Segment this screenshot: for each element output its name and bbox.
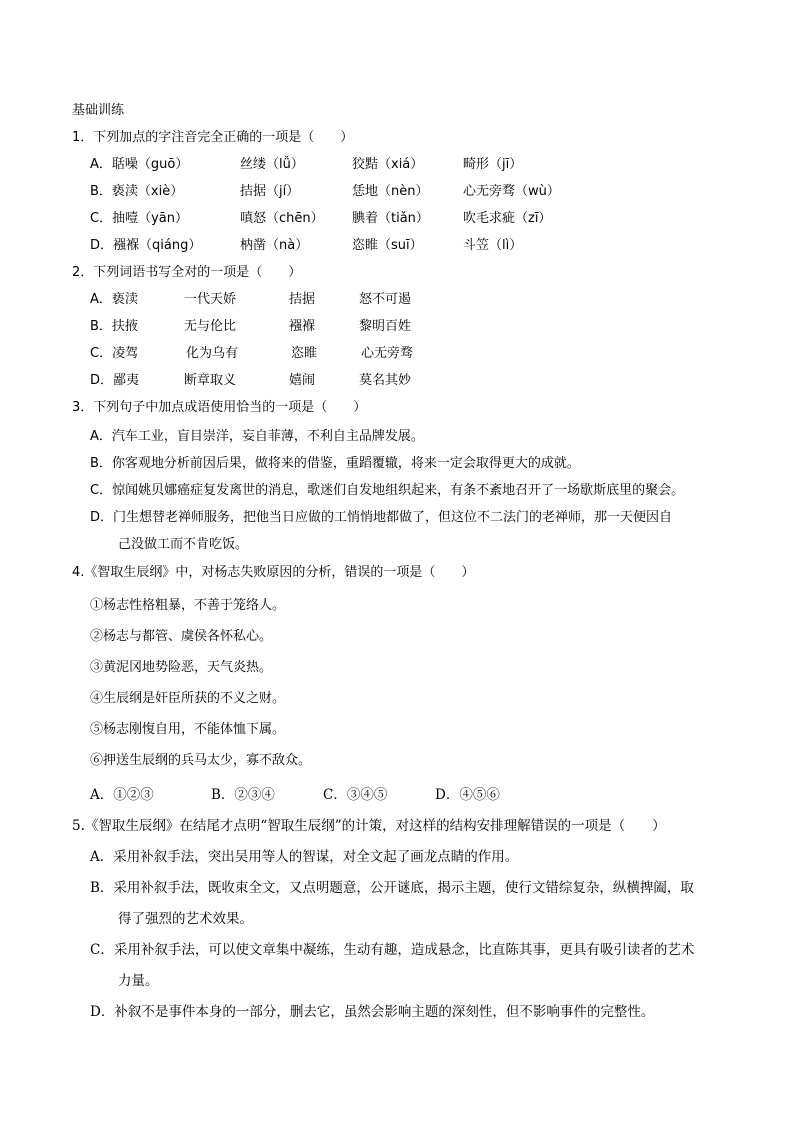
- q1-option-d-word2: 枘凿（nà）: [240, 238, 309, 253]
- q5-option-d: D．补叙不是事件本身的一部分，删去它，虽然会影响主题的深刻性，但不影响事件的完整性。: [90, 1004, 655, 1020]
- q4-option-d: D．④⑤⑥: [435, 787, 500, 803]
- q2-option-b: B．扶掖: [90, 319, 138, 334]
- q4-item-6: ⑥押送生辰纲的兵马太少，寡不敌众。: [90, 753, 312, 768]
- q2-option-b-word2: 无与伦比: [184, 319, 237, 334]
- q1-option-c-word4: 吹毛求疵（zī）: [463, 211, 552, 226]
- q3-option-c: C．惊闻姚贝娜癌症复发离世的消息，歌迷们自发地组织起来，有条不紊地召开了一场歇斯底里的聚会。: [90, 483, 685, 498]
- q2-option-d-word4: 莫名其妙: [359, 373, 412, 388]
- q4-item-4: ④生辰纲是奸臣所获的不义之财。: [90, 691, 286, 706]
- q3-option-d: D．门生想替老禅师服务，把他当日应做的工悄悄地都做了，但这位不二法门的老禅师，那一天便因自: [90, 510, 673, 525]
- q4-option-c: C．③④⑤: [323, 787, 388, 803]
- q5-option-a: A．采用补叙手法，突出吴用等人的智谋，对全文起了画龙点睛的作用。: [90, 849, 519, 865]
- q3-stem: 3．下列句子中加点成语使用恰当的一项是（ ）: [72, 400, 367, 415]
- q5-option-c-continued: 力量。: [118, 973, 159, 989]
- q1-option-a-word3: 狡黠（xiá）: [352, 157, 424, 172]
- q4-item-3: ③黄泥冈地势险恶，天气炎热。: [90, 660, 273, 675]
- q4-item-5: ⑤杨志刚愎自用，不能体恤下属。: [90, 722, 286, 737]
- q5-stem: 5.《智取生辰纲》在结尾才点明“智取生辰纲”的计策，对这样的结构安排理解错误的一项是（ ）: [72, 818, 666, 834]
- q3-option-b: B．你客观地分析前因后果，做将来的借鉴，重蹈覆辙，将来一定会取得更大的成就。: [90, 456, 580, 471]
- q2-option-d: D．鄙夷: [90, 373, 140, 388]
- q4-stem: 4.《智取生辰纲》中，对杨志失败原因的分析，错误的一项是（ ）: [72, 565, 475, 580]
- q5-option-b: B．采用补叙手法，既收束全文，又点明题意，公开谜底，揭示主题，使行文错综复杂，纵横捭阖，取: [90, 880, 694, 896]
- q5-option-b-continued: 得了强烈的艺术效果。: [118, 911, 253, 927]
- q1-option-d-word4: 斗笠（lì）: [463, 238, 523, 253]
- q2-option-a-word4: 怒不可遏: [359, 292, 412, 307]
- q2-option-c: C．凌驾: [90, 346, 139, 361]
- q5-option-c: C．采用补叙手法，可以使文章集中凝练，生动有趣，造成悬念，比直陈其事，更具有吸引读者的艺术: [90, 942, 695, 958]
- q1-option-a: A．聒噪（guō）: [90, 157, 189, 172]
- q1-option-c-word2: 嗔怒（chēn）: [240, 211, 324, 226]
- q1-option-b-word4: 心无旁骛（wù）: [463, 184, 560, 199]
- q2-stem: 2．下列词语书写全对的一项是（ ）: [72, 265, 302, 280]
- section-title: 基础训练: [72, 103, 125, 118]
- q2-option-d-word3: 嬉闹: [289, 373, 316, 388]
- q2-option-a-word3: 拮据: [289, 292, 316, 307]
- q3-option-d-continued: 己没做工而不肯吃饭。: [118, 537, 249, 552]
- q3-option-a: A．汽车工业，盲目崇洋，妄自菲薄，不利自主品牌发展。: [90, 429, 424, 444]
- q4-option-b: B．②③④: [211, 787, 275, 803]
- q4-item-2: ②杨志与都管、虞侯各怀私心。: [90, 629, 273, 644]
- q1-option-c-word3: 腆着（tiǎn）: [352, 211, 429, 226]
- q2-option-c-word3: 恣睢: [291, 346, 318, 361]
- q2-option-b-word3: 襁褓: [289, 319, 316, 334]
- q1-option-b-word2: 拮据（jí）: [240, 184, 300, 199]
- q1-option-a-word2: 丝缕（lǚ）: [240, 157, 304, 172]
- q4-item-1: ①杨志性格粗暴，不善于笼络人。: [90, 598, 286, 613]
- q1-option-c: C．抽噎（yān）: [90, 211, 188, 226]
- q2-option-c-word2: 化为乌有: [186, 346, 239, 361]
- q1-option-b: B．亵渎（xiè）: [90, 184, 184, 199]
- q4-option-a: A．①②③: [90, 787, 154, 803]
- q1-option-a-word4: 畸形（jī）: [463, 157, 523, 172]
- q1-option-b-word3: 恁地（nèn）: [352, 184, 429, 199]
- q1-option-d: D．襁褓（qiáng）: [90, 238, 202, 253]
- q2-option-b-word4: 黎明百姓: [359, 319, 412, 334]
- q2-option-d-word2: 断章取义: [184, 373, 237, 388]
- q2-option-c-word4: 心无旁骛: [361, 346, 414, 361]
- q2-option-a: A．亵渎: [90, 292, 138, 307]
- q1-stem: 1．下列加点的字注音完全正确的一项是（ ）: [72, 130, 354, 145]
- q2-option-a-word2: 一代天娇: [184, 292, 237, 307]
- q1-option-d-word3: 恣睢（suī）: [352, 238, 423, 253]
